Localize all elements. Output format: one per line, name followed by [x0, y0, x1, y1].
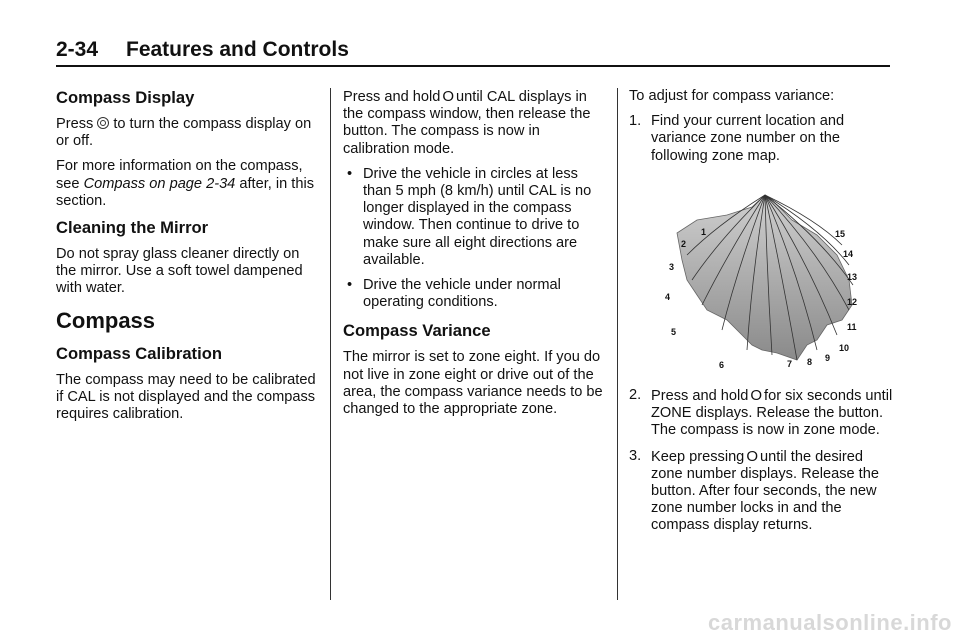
zone-label: 4 [665, 291, 671, 302]
paragraph-more-info: For more information on the compass, see Compass on page 2-34 after, in this section. [56, 158, 315, 209]
paragraph-press-compass: Press to turn the compass display on or off. [56, 116, 312, 150]
heading-cleaning-mirror: Cleaning the Mirror [56, 218, 209, 238]
watermark: carmanualsonline.info [708, 610, 952, 635]
list-item: • Drive the vehicle in circles at less than 5 mph (8 km/h) until CAL is no longer displayed in the compass window. Then continue to drive to make sure all eight directions are available. [343, 166, 605, 269]
column-2 [343, 88, 605, 426]
heading-compass-variance: Compass Variance [343, 321, 491, 341]
zone-label: 11 [847, 321, 857, 332]
step-3: 3. Keep pressing O until the desired zone number displays. Release the button. After four seconds, the new zone number locks in and the compass display returns. [629, 447, 879, 534]
zone-label: 1 [701, 226, 707, 237]
page-header [56, 38, 890, 64]
zone-label: 14 [843, 248, 854, 259]
zone-label: 8 [807, 356, 813, 367]
zone-label: 15 [835, 228, 846, 239]
compass-button-icon [97, 117, 109, 129]
column-divider-1 [330, 88, 331, 600]
zone-label: 5 [671, 326, 677, 337]
paragraph-press-hold-cal: Press and hold O until CAL displays in the compass window, then release the button. The compass is now in calibration mode. [343, 88, 591, 157]
button-o-icon: O [442, 88, 455, 105]
page-title: Features and Controls [126, 38, 349, 61]
zone-label: 13 [847, 271, 858, 282]
paragraph-cleaning: Do not spray glass cleaner directly on the mirror. Use a soft towel dampened with water. [56, 246, 303, 297]
heading-compass-calibration: Compass Calibration [56, 343, 222, 363]
zone-label: 3 [669, 261, 675, 272]
paragraph-variance: The mirror is set to zone eight. If you do not live in zone eight or drive out of the area, the compass variance needs to be changed to the appropriate zone. [343, 349, 603, 418]
button-o-icon: O [750, 387, 763, 405]
steps-list-continued [629, 387, 894, 535]
page-number: 2-34 [56, 38, 99, 61]
north-america-landmass [677, 195, 852, 360]
zone-label: 6 [719, 359, 725, 370]
calibration-bullet-list [343, 166, 605, 312]
zone-map-image [657, 185, 872, 370]
zone-label: 9 [825, 352, 831, 363]
list-item: • Drive the vehicle under normal operating conditions. [343, 277, 605, 311]
button-o-icon: O [746, 447, 758, 465]
paragraph-adjust-intro: To adjust for compass variance: [629, 88, 835, 104]
paragraph-calibration: The compass may need to be calibrated if CAL is not displayed and the compass requires calibration. [56, 371, 316, 423]
column-3 [629, 88, 894, 543]
heading-compass-display: Compass Display [56, 88, 195, 107]
heading-compass: Compass [56, 307, 156, 333]
zone-label: 7 [787, 358, 793, 369]
step-1: 1. Find your current location and variance zone number on the following zone map. [629, 113, 845, 164]
step-2: 2. Press and hold O for six seconds until ZONE displays. Release the button. The compass is now in zone mode. [629, 387, 893, 439]
zone-label: 2 [681, 238, 687, 249]
zone-label: 10 [839, 342, 850, 353]
zone-label: 12 [847, 296, 858, 307]
cross-reference-link[interactable]: Compass on page 2-34 [83, 175, 236, 192]
header-rule [56, 65, 890, 67]
column-divider-2 [617, 88, 618, 600]
steps-list [629, 113, 894, 165]
column-1 [56, 88, 318, 431]
